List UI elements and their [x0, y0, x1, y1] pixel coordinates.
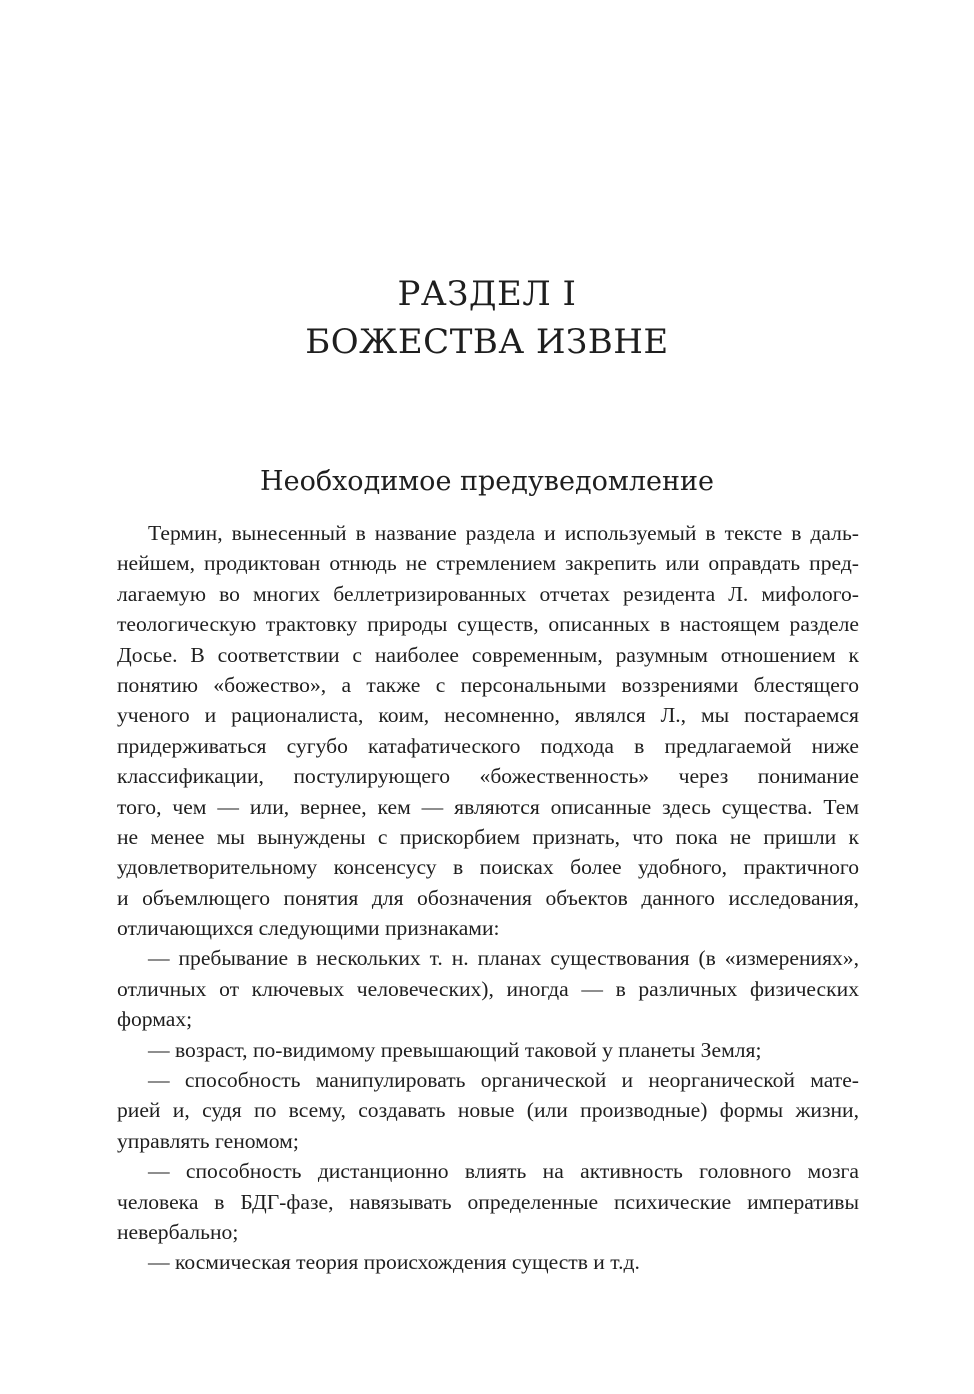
body-text — [117, 518, 859, 1278]
text-line: придерживаться сугубо катафатического подхода в предлагаемой ниже — [117, 733, 859, 758]
section-heading — [0, 270, 974, 366]
list-item-line: — способность манипулировать органической и неорганической мате- — [148, 1068, 859, 1093]
text-line: удовлетворительному консенсусу в поисках более удобного, практичного — [117, 855, 859, 880]
list-item-line: — возраст, по-видимому превышающий таковой у планеты Земля; — [148, 1037, 762, 1062]
list-item-line: невербально; — [117, 1219, 239, 1244]
text-line: и объемлющего понятия для обозначения объектов данного исследования, — [117, 885, 859, 910]
list-item-line: формах; — [117, 1007, 193, 1032]
text-line: классификации, постулирующего «божественность» через понимание — [117, 764, 859, 789]
list-item-line: — способность дистанционно влиять на активность головного мозга — [148, 1159, 859, 1184]
subsection-title: Необходимое предуведомление — [260, 466, 714, 497]
text-line: Термин, вынесенный в название раздела и используемый в тексте в даль- — [148, 521, 859, 545]
text-line: не менее мы вынуждены с прискорбием признать, что пока не пришли к — [117, 824, 859, 849]
list-item-line: — космическая теория происхождения существ и т.д. — [148, 1250, 640, 1275]
text-line: теологическую трактовку природы существ, описанных в настоящем разделе — [117, 612, 859, 637]
section-number: РАЗДЕЛ I — [397, 274, 577, 314]
list-item-line: управлять геномом; — [117, 1128, 299, 1153]
list-item-line: рией и, судя по всему, создавать новые (или производные) формы жизни, — [117, 1098, 859, 1123]
text-line: лагаемую во многих беллетризированных отчетах резидента Л. мифолого- — [117, 581, 859, 606]
text-line: понятию «божество», а также с персональными воззрениями блестящего — [117, 672, 859, 697]
section-title: БОЖЕСТВА ИЗВНЕ — [305, 322, 669, 362]
text-line: того, чем — или, вернее, кем — являются описанные здесь существа. Тем — [117, 794, 859, 819]
text-line: отличающихся следующими признаками: — [117, 916, 500, 941]
text-line: ученого и рационалиста, коим, несомненно, являлся Л., мы постараемся — [117, 703, 859, 728]
text-line: нейшем, продиктован отнюдь не стремлением закрепить или оправдать пред- — [117, 551, 859, 576]
text-line: Досье. В соответствии с наиболее современным, разумным отношением к — [117, 642, 859, 667]
list-item-line: отличных от ключевых человеческих), иногда — в различных физических — [117, 976, 859, 1001]
list-item-line: человека в БДГ-фазе, навязывать определенные психические императивы — [117, 1189, 859, 1214]
list-item-line: — пребывание в нескольких т. н. планах существования (в «измерениях», — [148, 946, 859, 971]
